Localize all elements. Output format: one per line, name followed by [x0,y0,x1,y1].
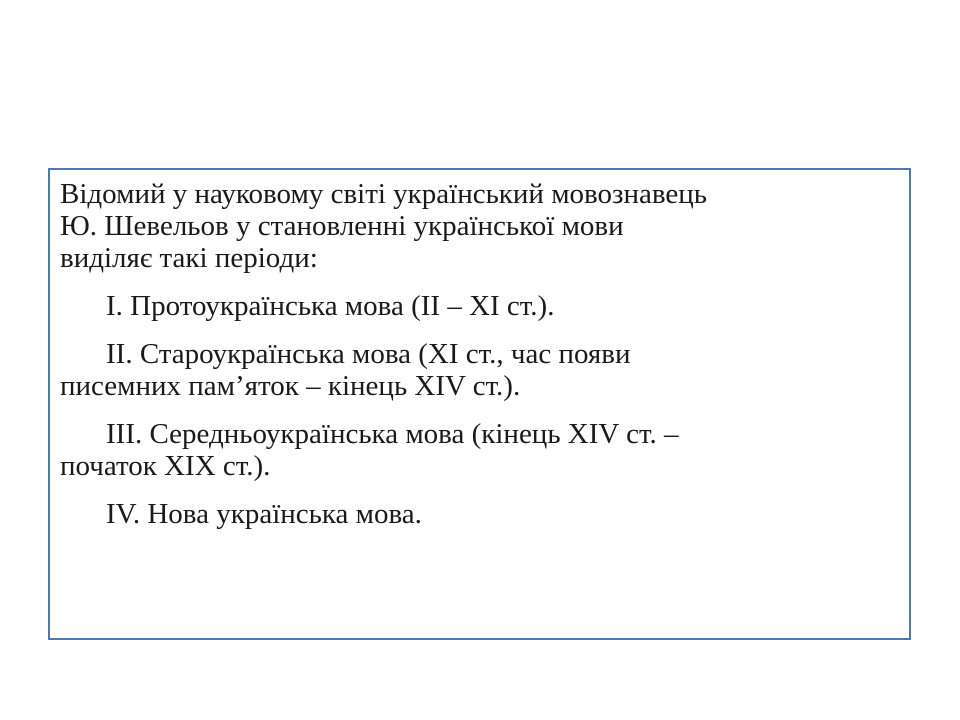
intro-line: Ю. Шевельов у становленні української мови [60,210,624,242]
text-box [48,168,911,640]
period-line: I. Протоукраїнська мова (II – XI ст.). [106,290,555,322]
period-2 [60,338,899,402]
period-4 [60,498,899,530]
intro-line: виділяє такі періоди: [60,242,318,274]
period-line: IV. Нова українська мова. [106,498,422,530]
period-line: II. Староукраїнська мова (XI ст., час появи [106,338,631,370]
period-line: III. Середньоукраїнська мова (кінець XIV ст. – [106,418,679,450]
period-1 [60,290,899,322]
period-line: початок XIX ст.). [60,450,271,482]
period-line: писемних пам’яток – кінець XIV ст.). [60,370,521,402]
period-3 [60,418,899,482]
intro-paragraph [60,178,899,274]
intro-line: Відомий у науковому світі український мовознавець [60,178,708,210]
